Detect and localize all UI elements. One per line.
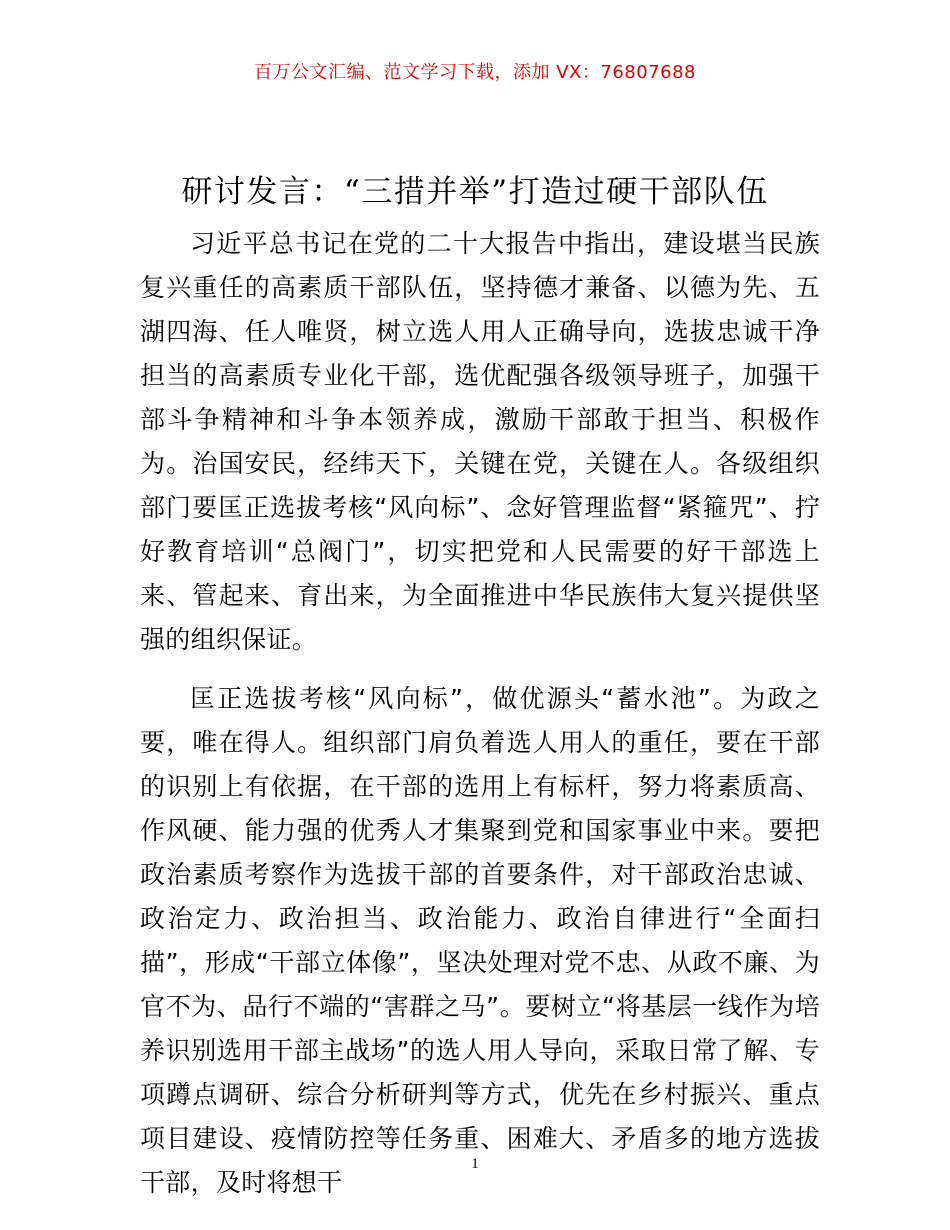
- promo-banner: 百万公文汇编、范文学习下载，添加 VX：76807688: [254, 62, 696, 83]
- paragraph-selection: 匡正选拔考核“风向标”，做优源头“蓄水池”。为政之要，唯在得人。组织部门肩负着选人用人的重任，要在干部的识别上有依据，在干部的选用上有标杆，努力将素质高、作风硬、能力强的优秀人才集聚到党和国家事业中来。要把政治素质考察作为选拔干部的首要条件，对干部政治忠诚、政治定力、政治担当、政治能力、政治自律进行“全面扫描”，形成“干部立体像”，坚决处理对党不忠、从政不廉、为官不为、品行不端的“害群之马”。要树立“将基层一线作为培养识别选用干部主战场”的选人用人导向，采取日常了解、专项蹲点调研、综合分析研判等方式，优先在乡村振兴、重点项目建设、疫情防控等任务重、困难大、矛盾多的地方选拔干部，及时将想干: [140, 684, 820, 1197]
- page-number: 1: [471, 1156, 479, 1172]
- document-title: 研讨发言：“三措并举”打造过硬干部队伍: [181, 174, 769, 210]
- paragraph-intro: 习近平总书记在党的二十大报告中指出，建设堪当民族复兴重任的高素质干部队伍，坚持德才兼备、以德为先、五湖四海、任人唯贤，树立选人用人正确导向，选拔忠诚干净担当的高素质专业化干部，选优配强各级领导班子，加强干部斗争精神和斗争本领养成，激励干部敢于担当、积极作为。治国安民，经纬天下，关键在党，关键在人。各级组织部门要匡正选拔考核“风向标”、念好管理监督“紧箍咒”、拧好教育培训“总阀门”，切实把党和人民需要的好干部选上来、管起来、育出来，为全面推进中华民族伟大复兴提供坚强的组织保证。: [140, 229, 820, 654]
- document-body: [140, 222, 820, 1205]
